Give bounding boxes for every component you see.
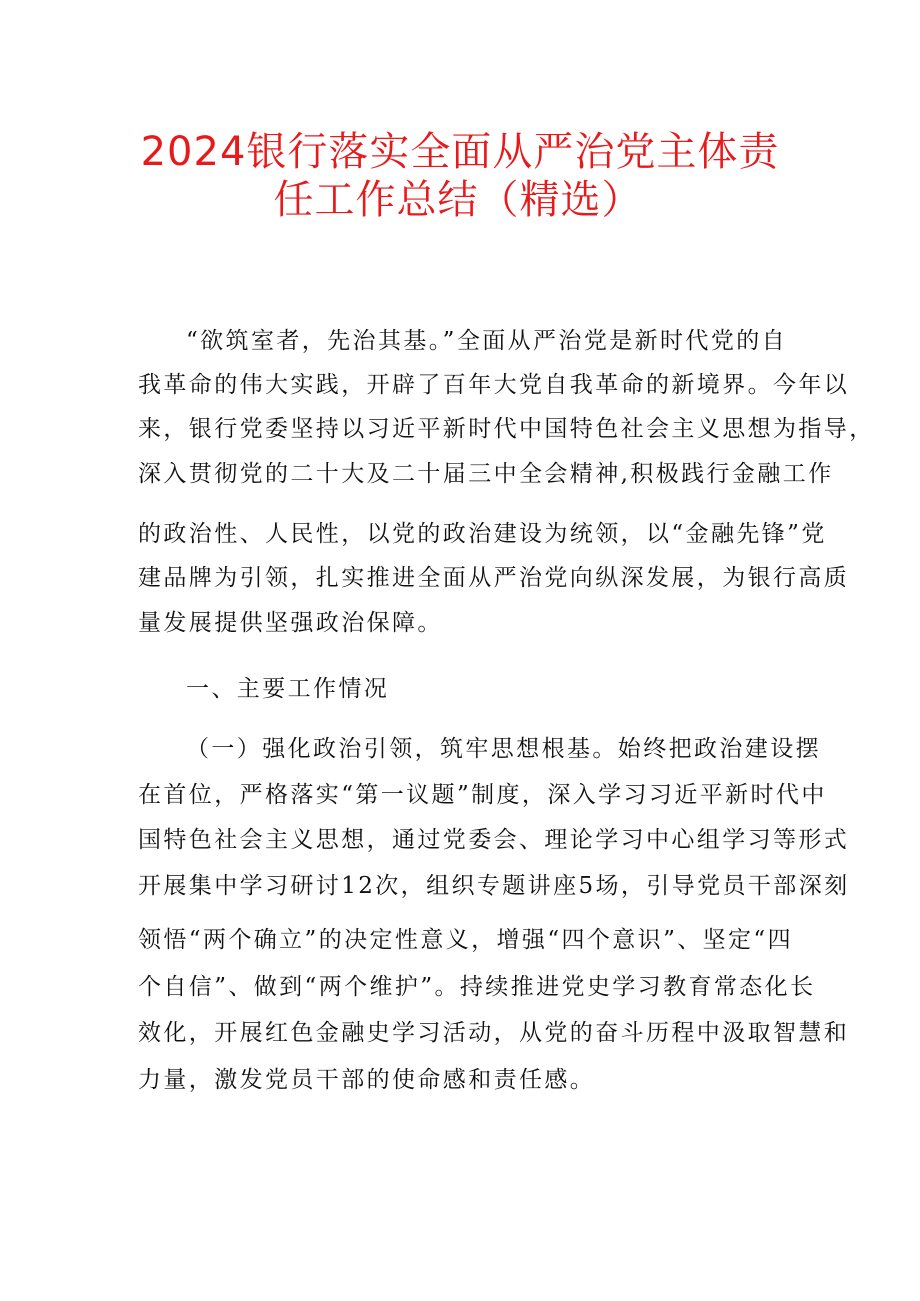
intro-paragraph-line: 深入贯彻党的二十大及二十届三中全会精神,积极践行金融工作 bbox=[138, 461, 834, 487]
intro-paragraph-line: 来，银行党委坚持以习近平新时代中国特色社会主义思想为指导， bbox=[138, 416, 875, 442]
subsection-paragraph-line: 效化，开展红色金融史学习活动，从党的奋斗历程中汲取智慧和 bbox=[138, 1020, 850, 1046]
intro-paragraph-line: “欲筑室者，先治其基。”全面从严治党是新时代党的自 bbox=[186, 328, 788, 354]
intro-paragraph-line: 量发展提供坚强政治保障。 bbox=[138, 610, 443, 636]
intro-paragraph-line: 我革命的伟大实践，开辟了百年大党自我革命的新境界。今年以 bbox=[138, 372, 850, 398]
subsection-paragraph-line: 个自信”、做到“两个维护”。持续推进党史学习教育常态化长 bbox=[138, 974, 816, 1000]
subsection-paragraph-line: 力量，激发党员干部的使命感和责任感。 bbox=[138, 1067, 596, 1093]
subsection-paragraph-line: 领悟“两个确立”的决定性意义，增强“四个意识”、坚定“四 bbox=[138, 927, 793, 953]
section-heading: 一、主要工作情况 bbox=[186, 676, 390, 702]
document-title-line-1: 2024银行落实全面从严治党主体责 bbox=[140, 129, 780, 175]
subsection-paragraph-line: （一）强化政治引领，筑牢思想根基。始终把政治建设摆 bbox=[186, 736, 821, 762]
document-title-line-2: 任工作总结（精选） bbox=[273, 177, 643, 223]
intro-paragraph-line: 的政治性、人民性，以党的政治建设为统领，以“金融先锋”党 bbox=[138, 521, 827, 547]
subsection-paragraph-line: 在首位，严格落实“第一议题”制度，深入学习习近平新时代中 bbox=[138, 782, 827, 808]
subsection-paragraph-line: 开展集中学习研讨12次，组织专题讲座5场，引导党员干部深刻 bbox=[138, 873, 850, 899]
intro-paragraph-line: 建品牌为引领，扎实推进全面从严治党向纵深发展，为银行高质 bbox=[138, 565, 850, 591]
subsection-paragraph-line: 国特色社会主义思想，通过党委会、理论学习中心组学习等形式 bbox=[138, 827, 850, 853]
